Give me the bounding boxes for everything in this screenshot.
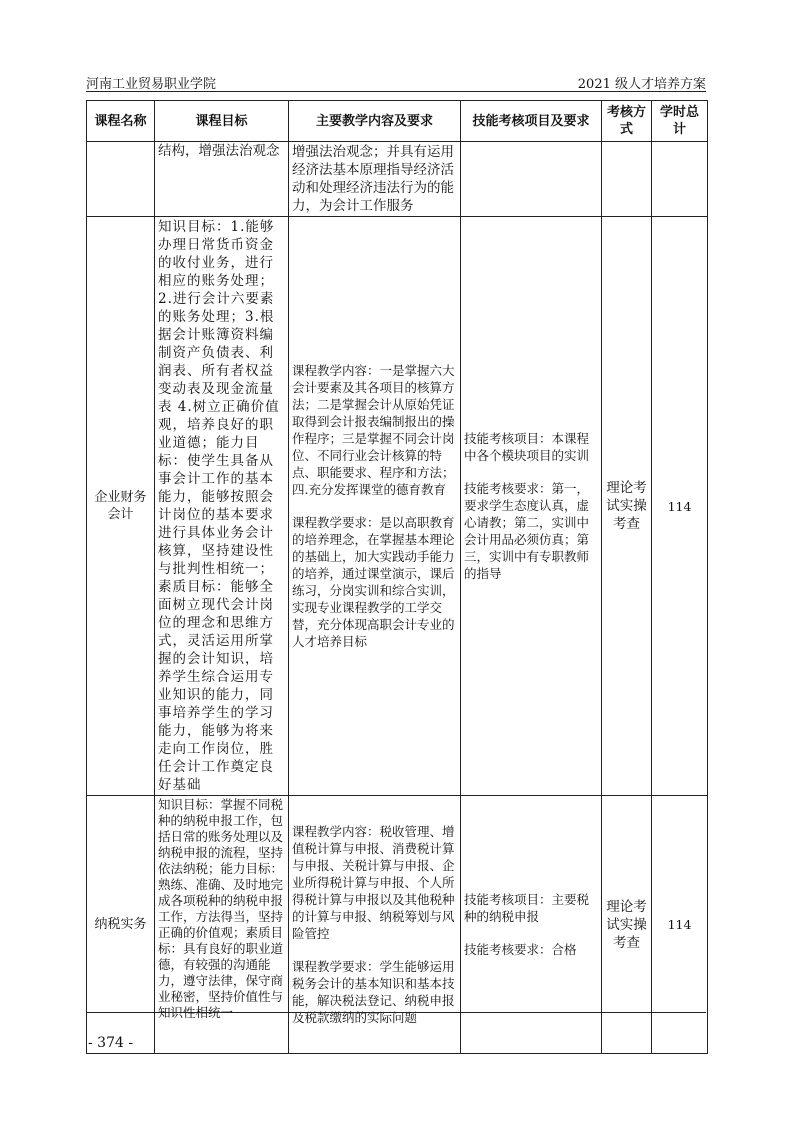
content-para: 课程教学要求：学生能够运用税务会计的基本知识和基本技能，解决税法登记、纳税申报及税款缴纳的实际问题	[292, 959, 455, 1025]
cell-course-name: 企业财务会计	[87, 217, 155, 796]
th-course-name: 课程名称	[87, 101, 155, 142]
cell-content	[289, 142, 461, 217]
cell-exam: 理论考试实操考查	[602, 796, 652, 1054]
cell-course-goal: 结构，增强法治观念	[155, 142, 289, 217]
cell-hours: 114	[652, 217, 708, 796]
cell-hours: 114	[652, 796, 708, 1054]
cell-content	[289, 217, 461, 796]
cell-skill	[461, 142, 602, 217]
th-hours: 学时总计	[652, 101, 708, 142]
cell-skill	[461, 217, 602, 796]
skill-para: 技能考核项目：主要税种的纳税申报	[464, 892, 590, 924]
skill-para: 技能考核要求：第一，要求学生态度认真，虚心请教；第二，实训中会计用品必须仿真；第三，实训中有专职教师的指导	[464, 481, 590, 581]
page-footer	[86, 1012, 706, 1051]
cell-exam: 理论考试实操考查	[602, 217, 652, 796]
cell-course-goal: 知识目标：掌握不同税种的纳税申报工作，包括日常的账务处理以及纳税申报的流程，坚持依法纳税；能力目标：熟练、准确、及时地完成各项税种的纳税申报工作，方法得当，坚持正确的价值观；素质目标：具有良好的职业道德，有较强的沟通能力，遵守法律，保守商业秘密，坚持价值性与知识性相统一	[155, 796, 289, 1054]
cell-course-name	[87, 142, 155, 217]
table-row	[87, 217, 708, 796]
cell-course-name: 纳税实务	[87, 796, 155, 1054]
content-para: 课程教学要求：是以高职教育的培养理念，在掌握基本理论的基础上，加大实践动手能力的培养，通过课堂演示，课后练习，分岗实训和综合实训，实现专业课程教学的工学交替，充分体现高职会计专业的人才培养目标	[292, 515, 455, 649]
content-para: 增强法治观念；并具有运用经济法基本原理指导经济活动和处理经济违法行为的能力，为会计工作服务	[292, 144, 454, 214]
header-doc-title: 2021 级人才培养方案	[577, 77, 706, 92]
cell-exam	[602, 142, 652, 217]
content-para: 课程教学内容：一是掌握六大会计要素及其各项目的核算方法；二是掌握会计从原始凭证取得到会计报表编制报出的操作程序；三是掌握不同会计岗位、不同行业会计核算的特点、职能要求、程序和方法；四.充分发挥课堂的德育教育	[292, 363, 455, 497]
th-content: 主要教学内容及要求	[289, 101, 461, 142]
th-exam: 考核方式	[602, 101, 652, 142]
skill-para: 技能考核项目：本课程中各个模块项目的实训	[464, 431, 590, 463]
course-table	[86, 100, 708, 1054]
th-course-goal: 课程目标	[155, 101, 289, 142]
table-header-row	[87, 101, 708, 142]
th-skill: 技能考核项目及要求	[461, 101, 602, 142]
content-para: 课程教学内容：税收管理、增值税计算与申报、消费税计算与申报、关税计算与申报、企业所得税计算与申报、个人所得税计算与申报以及其他税种的计算与申报、纳税筹划与风险管控	[292, 824, 455, 941]
header-school: 河南工业贸易职业学院	[86, 77, 217, 92]
table-row	[87, 142, 708, 217]
cell-hours	[652, 142, 708, 217]
page-number: - 374 -	[88, 1035, 134, 1051]
cell-course-goal: 知识目标：1.能够办理日常货币资金的收付业务，进行相应的账务处理；2.进行会计六要素的账务处理；3.根据会计账簿资料编制资产负债表、利润表、所有者权益变动表及现金流量表 4.树立正确价值观，培养良好的职业道德；能力目标：使学生具备从事会计工作的基本能力，能够按照会计岗位的基本要求进行具体业务会计核算，坚持建设性与批判性相统一；素质目标：能够全面树立现代会计岗位的理念和思维方式，灵活运用所掌握的会计知识，培养学生综合运用专业知识的能力，同事培养学生的学习能力，能够为将来走向工作岗位，胜任会计工作奠定良好基础	[155, 217, 289, 796]
page-header	[86, 71, 706, 92]
skill-para: 技能考核要求：合格	[464, 942, 577, 957]
